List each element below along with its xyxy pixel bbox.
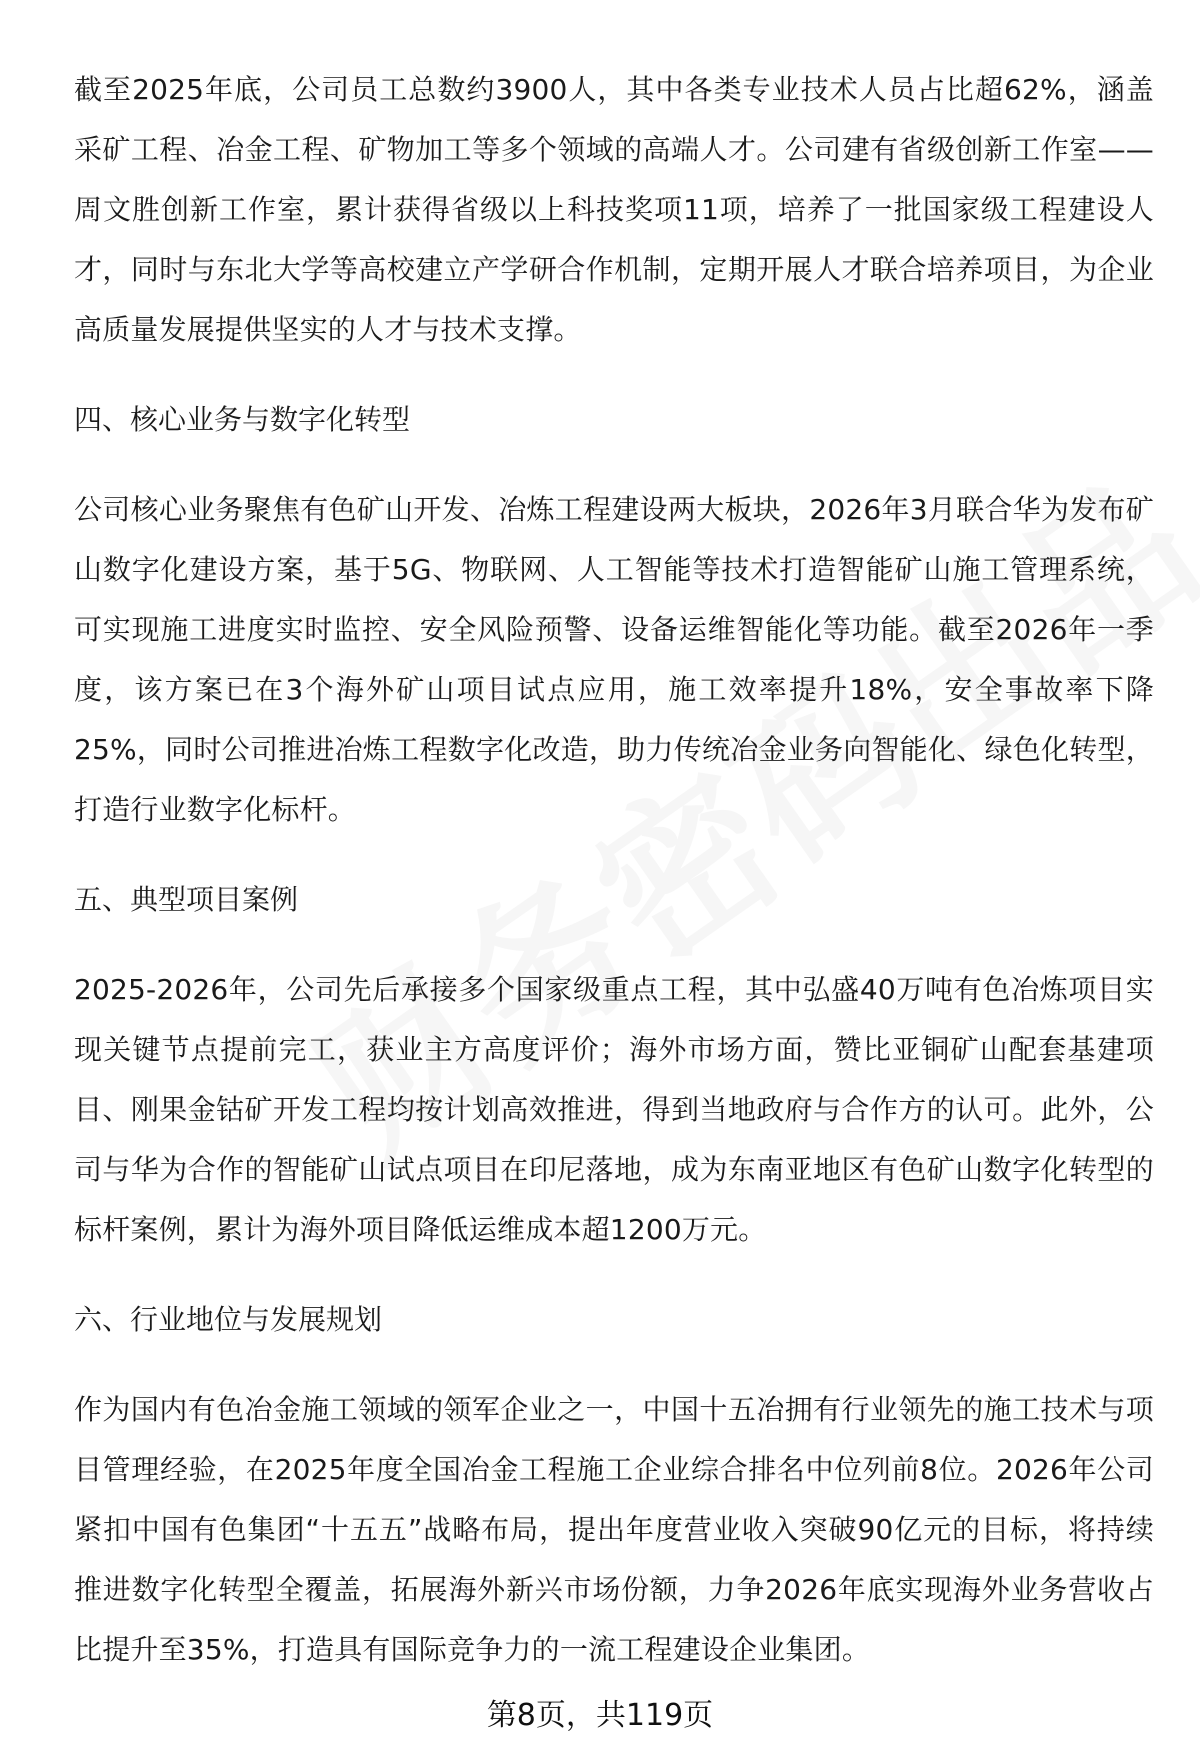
paragraph-talent: 截至2025年底，公司员工总数约3900人，其中各类专业技术人员占比超62%，涵盖采矿工程、冶金工程、矿物加工等多个领域的高端人才。公司建有省级创新工作室——周文胜创新工作室，累计获得省级以上科技奖项11项，培养了一批国家级工程建设人才，同时与东北大学等高校建立产学研合作机制，定期开展人才联合培养项目，为企业高质量发展提供坚实的人才与技术支撑。	[74, 73, 1154, 346]
section-heading-core-business: 四、核心业务与数字化转型	[74, 403, 411, 436]
page-number: 第8页，共119页	[486, 1698, 714, 1733]
paragraph-industry-position: 作为国内有色冶金施工领域的领军企业之一，中国十五冶拥有行业领先的施工技术与项目管理经验，在2025年度全国冶金工程施工企业综合排名中位列前8位。2026年公司紧扣中国有色集团“十五五”战略布局，提出年度营业收入突破90亿元的目标，将持续推进数字化转型全覆盖，拓展海外新兴市场份额，力争2026年底实现海外业务营收占比提升至35%，打造具有国际竞争力的一流工程建设企业集团。	[74, 1393, 1154, 1666]
paragraph-projects: 2025-2026年，公司先后承接多个国家级重点工程，其中弘盛40万吨有色冶炼项目实现关键节点提前完工，获业主方高度评价；海外市场方面，赞比亚铜矿山配套基建项目、刚果金钴矿开发工程均按计划高效推进，得到当地政府与合作方的认可。此外，公司与华为合作的智能矿山试点项目在印尼落地，成为东南亚地区有色矿山数字化转型的标杆案例，累计为海外项目降低运维成本超1200万元。	[74, 973, 1154, 1246]
section-heading-industry-position: 六、行业地位与发展规划	[74, 1303, 383, 1336]
paragraph-core-business: 公司核心业务聚焦有色矿山开发、冶炼工程建设两大板块，2026年3月联合华为发布矿山数字化建设方案，基于5G、物联网、人工智能等技术打造智能矿山施工管理系统，可实现施工进度实时监控、安全风险预警、设备运维智能化等功能。截至2026年一季度，该方案已在3个海外矿山项目试点应用，施工效率提升18%，安全事故率下降25%，同时公司推进冶炼工程数字化改造，助力传统冶金业务向智能化、绿色化转型，打造行业数字化标杆。	[74, 493, 1154, 826]
section-heading-projects: 五、典型项目案例	[74, 883, 299, 916]
document-body	[74, 60, 1154, 1710]
